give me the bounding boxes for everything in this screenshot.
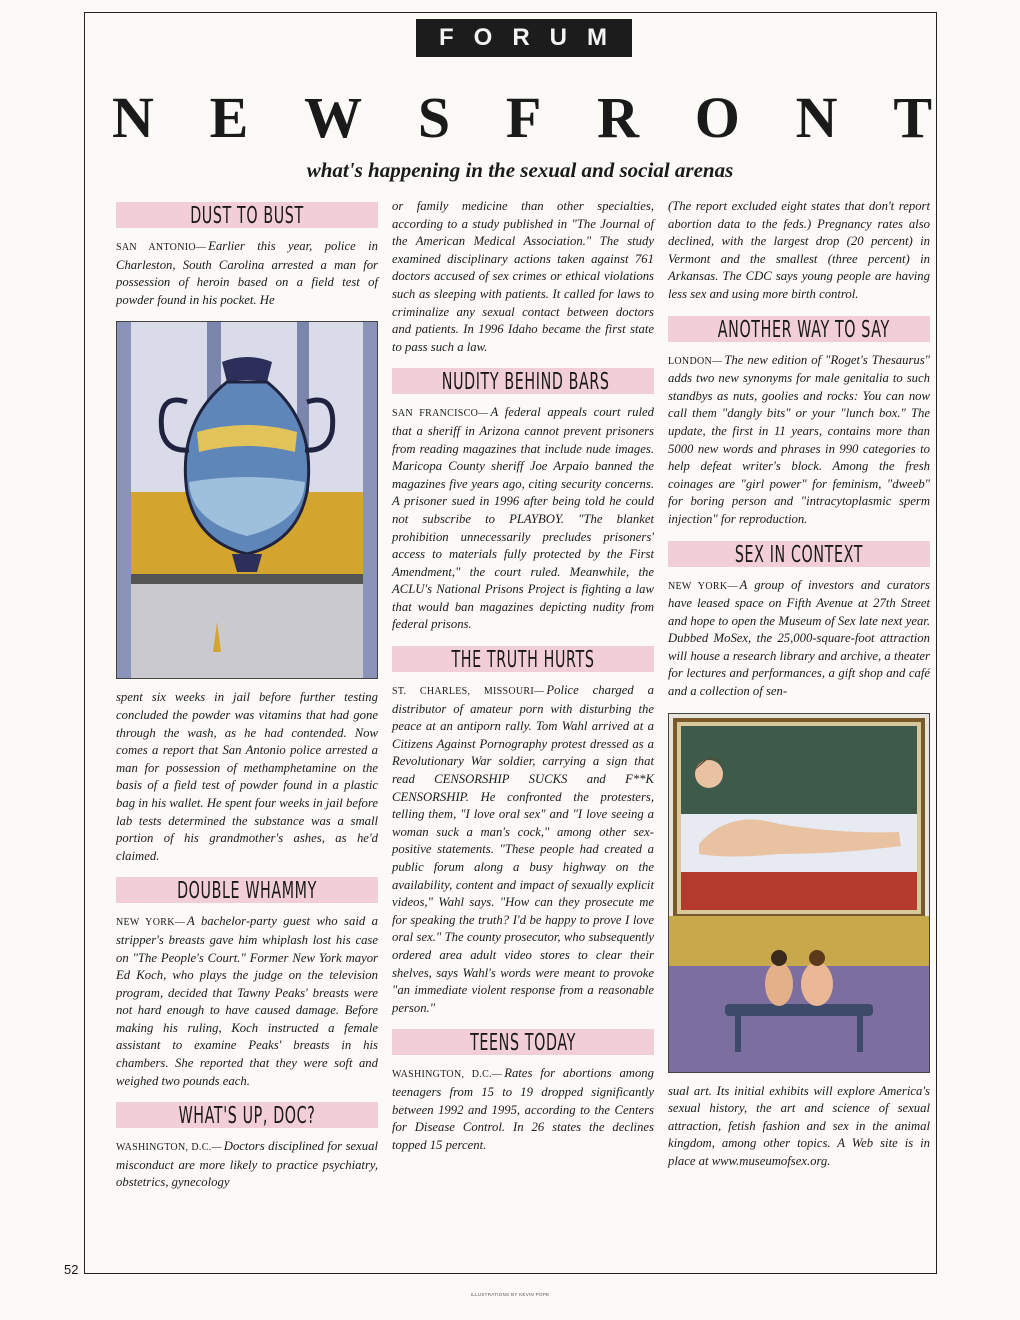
section-heading: DUST TO BUST: [116, 202, 378, 228]
article-body: NEW YORK— A bachelor-party guest who said a stripper's breasts gave him whiplash lost his case on "The People's Court." Former New York mayor Ed Koch, who plays the judge on the television program, decided that Tawny Peaks' breasts were not hard enough to have caused damage. Before making his ruling, Koch instructed a female assistant to examine Peaks' breasts in his chambers. She reported that they were soft and weighed two pounds each.: [116, 914, 378, 1088]
museum-illustration: [668, 713, 930, 1073]
illustration-credit: ILLUSTRATIONS BY KEVIN POPE: [470, 1292, 550, 1297]
museum-illustration-svg: [669, 714, 929, 1072]
vase-illustration-svg: [117, 322, 377, 678]
section-heading: WHAT'S UP, DOC?: [116, 1102, 378, 1128]
dateline: NEW YORK—: [116, 917, 186, 929]
title-letter: O: [694, 85, 740, 150]
section-heading: ANOTHER WAY TO SAY: [668, 316, 930, 342]
section-heading: THE TRUTH HURTS: [392, 646, 654, 672]
article-body: LONDON— The new edition of "Roget's Thesaurus" adds two new synonyms for male genitalia to such standbys as nuts, goolies and rocks: You can now call them "dangly bits" or your "lunch box." The update, the first in 11 years, contains more than 5000 new words and phrases in 990 categories to help defeat writer's block. Among the fresh coinages are "girl power" for feminism, "dweeb" for boring person and "intracytoplasmic sperm injection" for reproduction.: [668, 352, 930, 526]
newsfront-title: [112, 86, 932, 150]
title-letter: T: [893, 85, 932, 150]
forum-banner: FORUM: [416, 19, 632, 57]
dateline: NEW YORK—: [668, 580, 738, 592]
article-body: (The report excluded eight states that don't report abortion data to the feds.) Pregnancy rates also declined, with the largest drop (20 percent) in Vermont and the smallest (three percent) in Arkansas. The CDC says young people are having less sex and using more birth control.: [668, 199, 930, 301]
article-body: sual art. Its initial exhibits will explore America's sexual history, the art and science of sexual attraction, fetish fashion and sex in the animal kingdom, among other topics. A Web site is in place at www.museumofsex.org.: [668, 1083, 930, 1169]
dateline: WASHINGTON, D.C.—: [392, 1069, 503, 1081]
title-letter: E: [209, 85, 249, 150]
dateline: SAN FRANCISCO—: [392, 408, 489, 420]
dateline: ST. CHARLES, MISSOURI—: [392, 686, 545, 698]
section-heading: DOUBLE WHAMMY: [116, 877, 378, 903]
section-heading: TEENS TODAY: [392, 1029, 654, 1055]
title-letter: S: [417, 85, 451, 150]
section-heading: SEX IN CONTEXT: [668, 541, 930, 567]
title-letter: N: [112, 85, 154, 150]
title-letter: R: [597, 85, 639, 150]
page-number: 52: [64, 1262, 79, 1277]
article-body: or family medicine than other specialties, according to a study published in "The Journal of the American Medical Association." The study examined disciplinary actions taken against 761 doctors accused of sex crimes or ethical violations such as sleeping with patients. It called for laws to criminalize any sexual contact between doctors and patients. In 1996 Idaho became the first state to pass such a law.: [392, 199, 654, 354]
title-letter: W: [304, 85, 363, 150]
dateline: WASHINGTON, D.C.—: [116, 1142, 222, 1154]
tagline: what's happening in the sexual and social arenas: [306, 158, 734, 182]
article-body: WASHINGTON, D.C.— Rates for abortions among teenagers from 15 to 19 dropped significantly between 1992 and 1995, according to the Centers for Disease Control. In 26 states the declines topped 15 percent.: [392, 1066, 654, 1152]
article-body: WASHINGTON, D.C.— Doctors disciplined for sexual misconduct are more likely to practice psychiatry, obstetrics, gynecology: [116, 1139, 378, 1190]
vase-illustration: [116, 321, 378, 679]
article-body: SAN FRANCISCO— A federal appeals court ruled that a sheriff in Arizona cannot prevent prisoners from reading magazines that include nude images. Maricopa County sheriff Joe Arpaio banned the magazines five years ago, citing security concerns. A prisoner sued in 1996 after being told he could not subscribe to PLAYBOY. "The blanket prohibition unnecessarily precludes prisoners' access to materials fully protected by the First Amendment," the court ruled. Meanwhile, the ACLU's National Prisons Project is fighting a law that would ban magazines depicting nudity from federal prisons.: [392, 405, 654, 632]
article-body: NEW YORK— A group of investors and curators have leased space on Fifth Avenue at 27th Street and hope to open the Museum of Sex late next year. Dubbed MoSex, the 25,000-square-foot attraction will house a research library and archive, a theater for lectures and performances, a gift shop and café and a collection of sen-: [668, 577, 930, 699]
title-letter: N: [795, 85, 838, 150]
dateline: SAN ANTONIO—: [116, 242, 207, 253]
column-right: [668, 198, 930, 1183]
article-body: SAN ANTONIO— Earlier this year, police in Charleston, South Carolina arrested a man for possession of heroin based on a field test of powder found in his pocket. He: [116, 239, 378, 307]
article-body: ST. CHARLES, MISSOURI— Police charged a distributor of amateur porn with disturbing the peace at an antiporn rally. Tom Wahl arrived at a Citizens Against Pornography protest dressed as a Revolutionary War soldier, carrying a sign that read CENSORSHIP SUCKS and F**K CENSORSHIP. He confronted the protesters, telling them, "I love oral sex" and "I love seeing a woman suck a man's cock," among other sex-positive statements. "These people had created a public forum along a busy highway on the availability, content and impact of sexually explicit videos," Wahl says. "How can they prosecute me for speaking the truth? I'd be happy to prove I love oral sex." The county prosecutor, who subsequently ordered area adult video stores to clear their shelves, says Wahl's words were meant to provoke "an immediate violent response from a reasonable person.": [392, 683, 654, 1015]
column-middle: [392, 198, 654, 1166]
title-letter: F: [505, 85, 542, 150]
dateline: LONDON—: [668, 355, 723, 367]
section-heading: NUDITY BEHIND BARS: [392, 368, 654, 394]
column-left: [116, 198, 378, 1204]
article-body: spent six weeks in jail before further testing concluded the powder was vitamins that had gone through the wash, as he had contended. Now comes a report that San Antonio police arrested a man for possession of methamphetamine on the basis of a field test of powder found in a plastic bag in his wallet. He spent four weeks in jail before lab tests determined the substance was a small portion of his grandmother's ashes, as he'd claimed.: [116, 690, 378, 863]
